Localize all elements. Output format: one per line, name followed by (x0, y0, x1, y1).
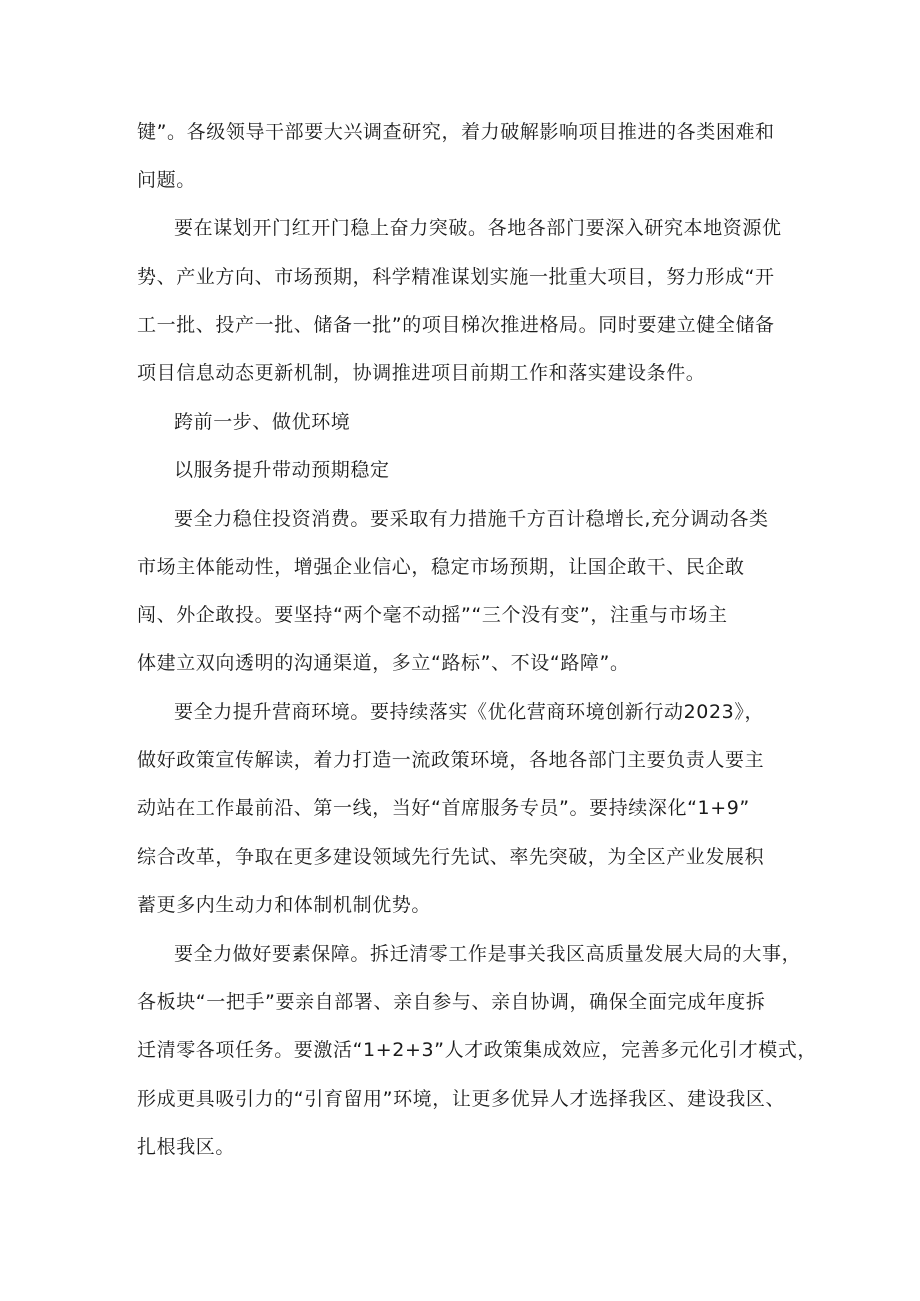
section-subheading: 以服务提升带动预期稳定 (174, 459, 390, 481)
paragraph-5-line-3: 迁清零各项任务。要激活“1+2+3”人才政策集成效应，完善多元化引才模式， (137, 1039, 817, 1061)
paragraph-4-line-1: 要全力提升营商环境。要持续落实《优化营商环境创新行动2023》， (174, 701, 765, 723)
paragraph-5-line-1: 要全力做好要素保障。拆迁清零工作是事关我区高质量发展大局的大事， (174, 943, 802, 965)
paragraph-3-line-1: 要全力稳住投资消费。要采取有力措施千方百计稳增长,充分调动各类 (174, 508, 769, 530)
paragraph-2-line-1: 要在谋划开门红开门稳上奋力突破。各地各部门要深入研究本地资源优 (174, 217, 782, 239)
paragraph-4-line-4: 综合改革，争取在更多建设领域先行先试、率先突破，为全区产业发展积 (137, 846, 765, 868)
paragraph-2-line-3: 工一批、投产一批、储备一批”的项目梯次推进格局。同时要建立健全储备 (137, 314, 775, 336)
paragraph-2-line-2: 势、产业方向、市场预期，科学精准谋划实施一批重大项目，努力形成“开 (137, 266, 775, 288)
paragraph-4-line-3: 动站在工作最前沿、第一线，当好“首席服务专员”。要持续深化“1+9” (137, 797, 750, 819)
paragraph-1-line-2: 问题。 (137, 169, 196, 191)
section-heading: 跨前一步、做优环境 (174, 411, 351, 433)
paragraph-5-line-5: 扎根我区。 (137, 1136, 236, 1158)
paragraph-3-line-2: 市场主体能动性，增强企业信心，稳定市场预期，让国企敢干、民企敢 (137, 556, 745, 578)
paragraph-3-line-4: 体建立双向透明的沟通渠道，多立“路标”、不设“路障”。 (137, 652, 630, 674)
paragraph-4-line-2: 做好政策宣传解读，着力打造一流政策环境，各地各部门主要负责人要主 (137, 749, 765, 771)
paragraph-3-line-3: 闯、外企敢投。要坚持“两个毫不动摇”“三个没有变”，注重与市场主 (137, 604, 728, 626)
paragraph-1-line-1: 键”。各级领导干部要大兴调查研究，着力破解影响项目推进的各类困难和 (137, 121, 775, 143)
paragraph-5-line-4: 形成更具吸引力的“引育留用”环境，让更多优异人才选择我区、建设我区、 (137, 1088, 786, 1110)
paragraph-2-line-4: 项目信息动态更新机制，协调推进项目前期工作和落实建设条件。 (137, 362, 706, 384)
paragraph-4-line-5: 蓄更多内生动力和体制机制优势。 (137, 894, 432, 916)
paragraph-5-line-2: 各板块“一把手”要亲自部署、亲自参与、亲自协调，确保全面完成年度拆 (137, 991, 766, 1013)
